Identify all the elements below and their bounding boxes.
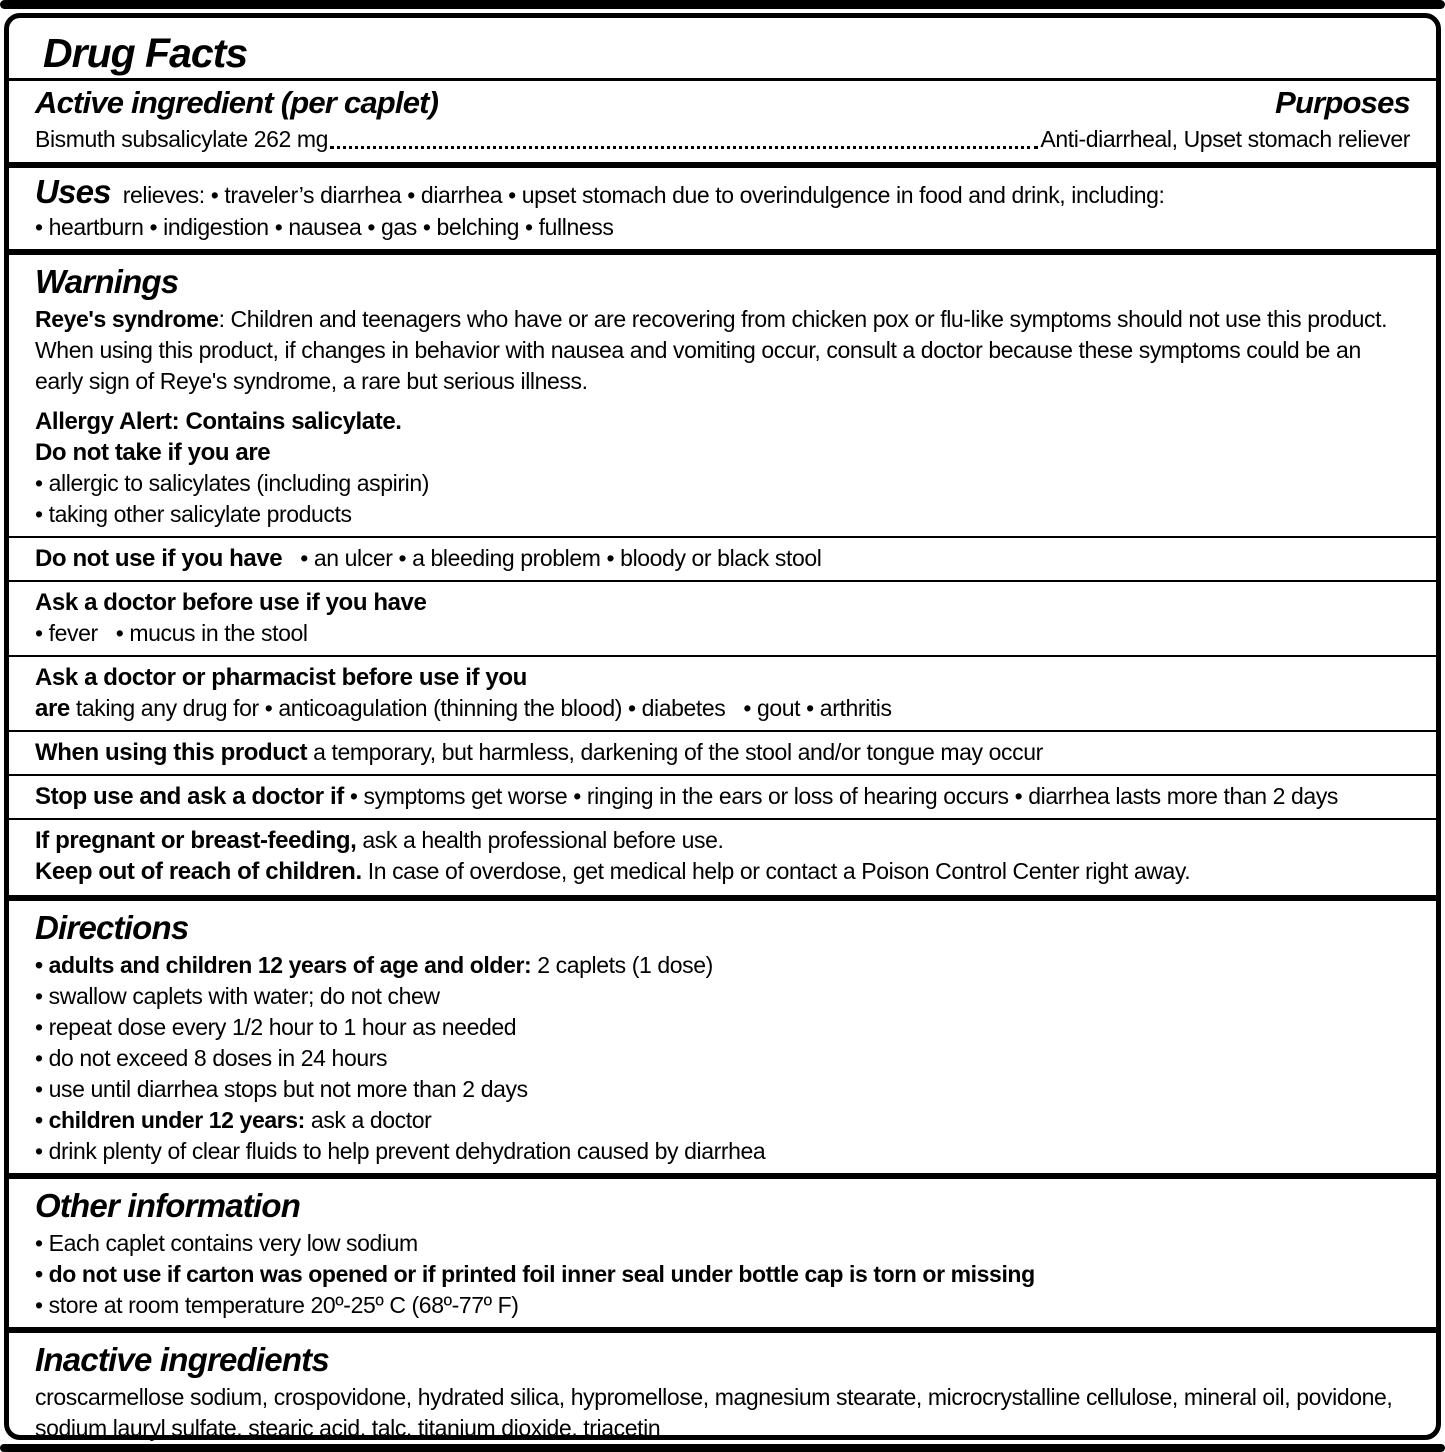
pregnancy-keepout-subsection [35, 820, 1410, 895]
uses-line-2: • heartburn • indigestion • nausea • gas • belching • fullness [35, 214, 614, 240]
pregnant-body: ask a health professional before use. [356, 827, 724, 853]
keep-out-line [35, 856, 1410, 887]
inactive-ingredients-heading: Inactive ingredients [35, 1341, 329, 1378]
drug-facts-panel [4, 13, 1441, 1440]
page-title: Drug Facts [43, 30, 248, 76]
ask-doctor-heading: Ask a doctor before use if you have [35, 589, 427, 616]
other-info-item: • Each caplet contains very low sodium [35, 1230, 418, 1256]
do-not-take-item: • taking other salicylate products [35, 501, 352, 527]
directions-item: • repeat dose every 1/2 hour to 1 hour as needed [35, 1014, 517, 1040]
stop-use-lead: Stop use and ask a doctor if [35, 783, 344, 810]
other-info-item: • store at room temperature 20º-25º C (68º-77º F) [35, 1292, 519, 1318]
uses-line-1 [35, 172, 1410, 212]
pregnant-line [35, 825, 1410, 856]
inactive-ingredients-list: croscarmellose sodium, crospovidone, hydrated silica, hypromellose, magnesium stearate, microcrystalline cellulose, mineral oil, povidone, sodium lauryl sulfate, stearic acid, talc, titanium dioxide, triacetin [35, 1384, 1393, 1441]
do-not-use-lead: Do not use if you have [35, 545, 283, 572]
uses-heading: Uses [35, 173, 111, 210]
directions-section [35, 901, 1410, 1173]
pregnant-lead: If pregnant or breast-feeding, [35, 827, 357, 854]
do-not-use-items: • an ulcer • a bleeding problem • bloody or black stool [282, 545, 822, 571]
stop-use-items: • symptoms get worse • ringing in the ears or loss of hearing occurs • diarrhea lasts more than 2 days [343, 783, 1339, 809]
when-using-line [35, 737, 1410, 768]
uses-section [35, 168, 1410, 249]
directions-item: • do not exceed 8 doses in 24 hours [35, 1045, 388, 1071]
directions-item: • children under 12 years: ask a doctor [35, 1107, 432, 1133]
directions-item: • drink plenty of clear fluids to help prevent dehydration caused by diarrhea [35, 1138, 766, 1164]
when-using-body: a temporary, but harmless, darkening of the stool and/or tongue may occur [307, 739, 1043, 765]
do-not-use-line [35, 543, 1410, 574]
reyes-body: : Children and teenagers who have or are recovering from chicken pox or flu-like symptoms should not use this product. When using this product, if changes in behavior with nausea and vomiting occur, consult a doctor because these symptoms could be an early sign of Reye's syndrome, a rare but serious illness. [35, 306, 1388, 394]
directions-item: • swallow caplets with water; do not chew [35, 983, 440, 1009]
other-info-item: • do not use if carton was opened or if printed foil inner seal under bottle cap is torn or missing [35, 1261, 1035, 1287]
uses-intro: relieves: • traveler’s diarrhea • diarrhea • upset stomach due to overindulgence in food and drink, including: [122, 182, 1165, 208]
other-information-heading: Other information [35, 1187, 301, 1224]
inactive-ingredients-section [35, 1333, 1410, 1450]
warnings-section [35, 255, 1410, 536]
active-ingredient-header-row [35, 83, 1410, 123]
active-ingredient-row [35, 124, 1410, 155]
ask-doctor-items: • fever • mucus in the stool [35, 620, 308, 646]
do-not-take-item: • allergic to salicylates (including aspirin) [35, 470, 430, 496]
warnings-heading: Warnings [35, 263, 179, 300]
do-not-take-heading: Do not take if you are [35, 439, 271, 466]
stop-use-line [35, 781, 1410, 812]
other-information-section [35, 1179, 1410, 1327]
ask-pharmacist-items: taking any drug for • anticoagulation (thinning the blood) • diabetes • gout • arthritis [69, 695, 892, 721]
directions-item: • adults and children 12 years of age and older: 2 caplets (1 dose) [35, 952, 713, 978]
keep-out-body: In case of overdose, get medical help or contact a Poison Control Center right away. [361, 858, 1191, 884]
ask-doctor-subsection [35, 582, 1410, 655]
adjacent-panel-edge-top [0, 0, 1445, 9]
do-not-use-subsection [35, 538, 1410, 580]
reyes-syndrome-warning [35, 304, 1410, 397]
ask-pharmacist-heading: Ask a doctor or pharmacist before use if you [35, 664, 527, 691]
ask-pharmacist-lead: are [35, 695, 70, 722]
directions-heading: Directions [35, 909, 189, 946]
purposes-heading: Purposes [1275, 85, 1410, 120]
adjacent-panel-edge-bottom [0, 1444, 1445, 1452]
when-using-lead: When using this product [35, 739, 308, 766]
reyes-lead: Reye's syndrome [35, 306, 219, 332]
directions-item: • use until diarrhea stops but not more than 2 days [35, 1076, 528, 1102]
ask-pharmacist-line [35, 693, 1410, 724]
active-ingredient-heading: Active ingredient (per caplet) [35, 85, 439, 120]
stop-use-subsection [35, 776, 1410, 818]
active-ingredient-name: Bismuth subsalicylate 262 mg [35, 126, 329, 152]
keep-out-lead: Keep out of reach of children. [35, 858, 362, 885]
purpose-value: Anti-diarrheal, Upset stomach reliever [1040, 126, 1410, 152]
title-divider [9, 78, 1436, 81]
when-using-subsection [35, 732, 1410, 774]
dotted-leader [330, 146, 1038, 149]
allergy-alert: Allergy Alert: Contains salicylate. [35, 408, 402, 435]
ask-doctor-pharmacist-subsection [35, 657, 1410, 730]
